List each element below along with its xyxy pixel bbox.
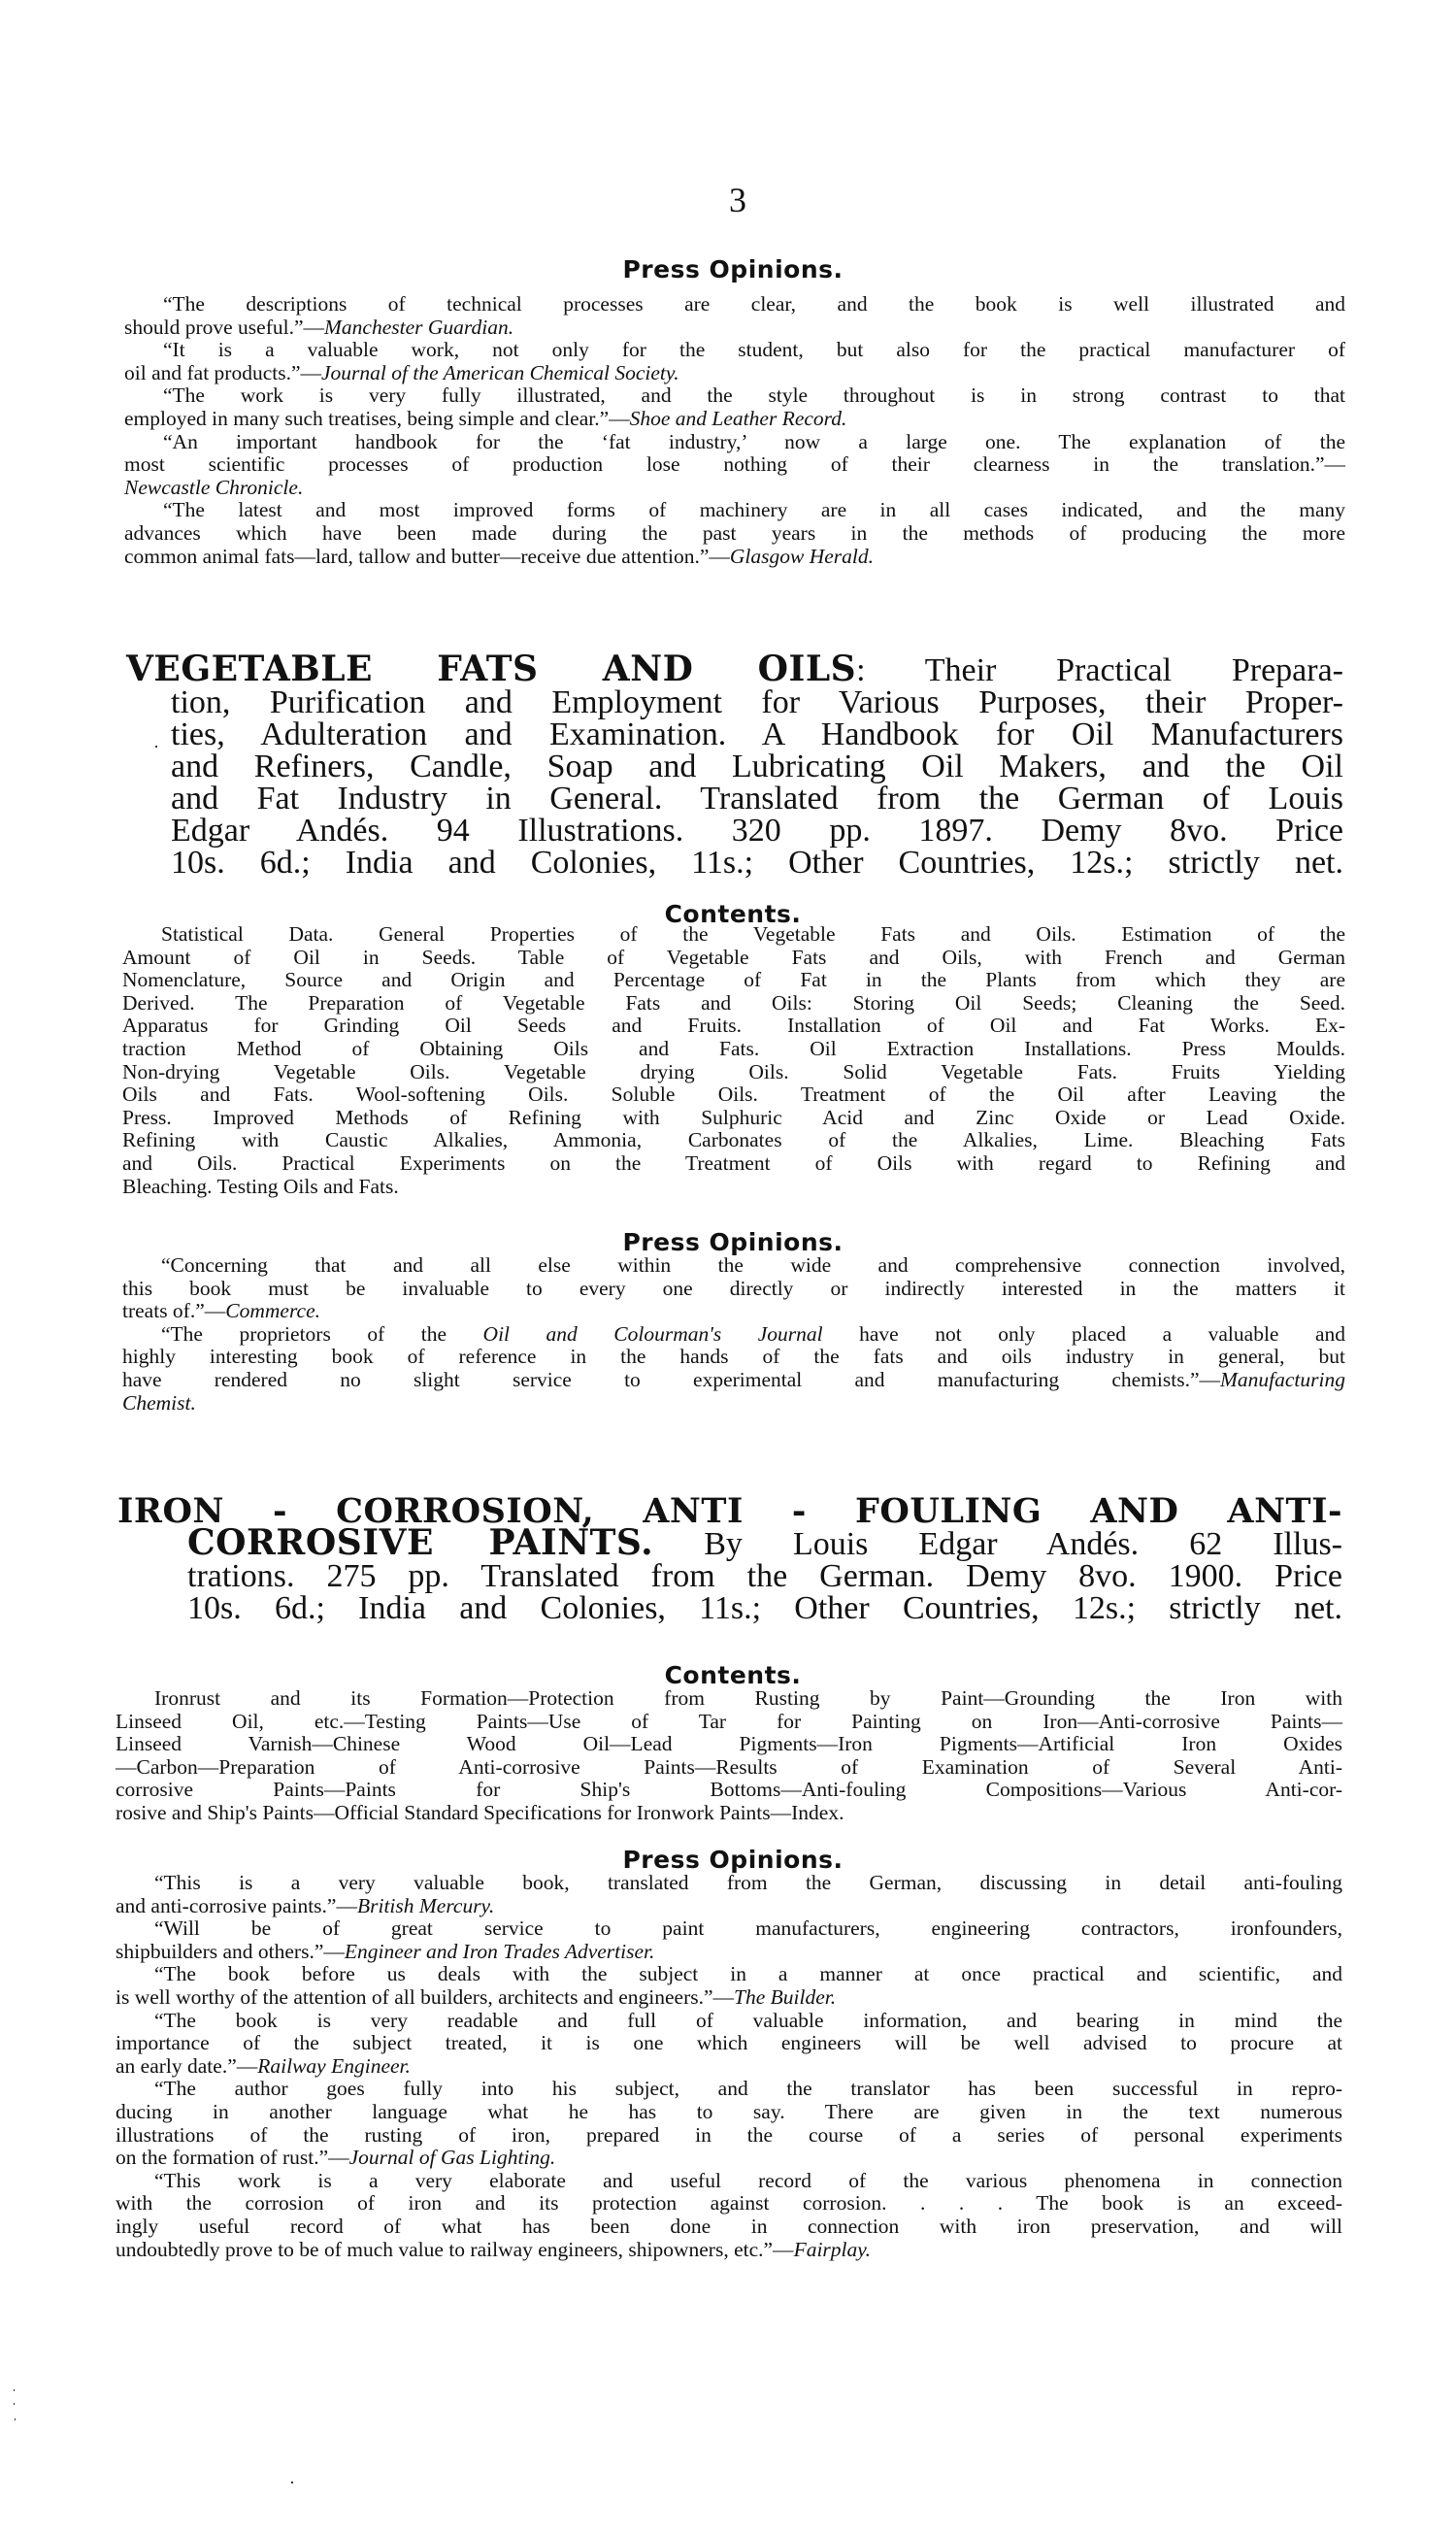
book2-title-line: 10s. 6d.; India and Colonies, 11s.; Other Countries, 12s.; strictly net. — [187, 1590, 1342, 1626]
quote-line: “This work is a very elaborate and useful record of the various phenomena in connection — [154, 2168, 1342, 2192]
contents-line: Linseed Oil, etc.—Testing Paints—Use of Tar for Painting on Iron—Anti-corrosive Paints— — [116, 1709, 1342, 1733]
scan-speck — [291, 2482, 293, 2483]
book1-title-line: tion, Purification and Employment for Various Purposes, their Proper- — [171, 684, 1343, 720]
book2-press-heading: Press Opinions. — [622, 1846, 844, 1874]
quote-line: importance of the subject treated, it is one which engineers will be well advised to procure at — [116, 2031, 1342, 2055]
top-press-opinions-heading: Press Opinions. — [622, 255, 844, 283]
quote-source: Chemist. — [122, 1390, 196, 1415]
contents-line: Derived. The Preparation of Vegetable Fats and Oils: Storing Oil Seeds; Cleaning the Seed. — [122, 990, 1345, 1015]
contents-line: Press. Improved Methods of Refining with Sulphuric Acid and Zinc Oxide or Lead Oxide. — [122, 1105, 1345, 1129]
quote-line: this book must be invaluable to every one directly or indirectly interested in the matters it — [122, 1276, 1345, 1300]
book2-title: CORROSIVE PAINTS. — [187, 1522, 654, 1563]
scan-speck — [15, 2418, 16, 2420]
quote-line: and anti-corrosive paints.”—British Mercury. — [116, 1893, 495, 1917]
book2-contents-body — [116, 1687, 1342, 1825]
quote-source: Manchester Guardian. — [324, 315, 514, 339]
quote-line: undoubtedly prove to be of much value to railway engineers, shipowners, etc.”—Fairplay. — [116, 2237, 871, 2261]
quote-line: most scientific processes of production lose nothing of their clearness in the translation.”— — [124, 452, 1345, 477]
contents-line: Statistical Data. General Properties of the Vegetable Fats and Oils. Estimation of the — [161, 922, 1345, 946]
book1-title-line: ties, Adulteration and Examination. A Handbook for Oil Manufacturers — [171, 716, 1343, 752]
quote-line: with the corrosion of iron and its protection against corrosion. . . . The book is an exceed- — [116, 2191, 1342, 2216]
scan-speck — [14, 2389, 15, 2391]
scan-speck — [14, 2403, 15, 2405]
quote-source: Shoe and Leather Record. — [629, 406, 847, 430]
book2-press-body — [116, 1872, 1342, 2261]
quote-line: “The proprietors of the Oil and Colourman's Journal have not only placed a valuable and — [161, 1321, 1346, 1346]
quote-line — [124, 477, 1345, 500]
quote-line: “Will be of great service to paint manufacturers, engineering contractors, ironfounders, — [154, 1916, 1342, 1941]
quote-line: have rendered no slight service to experimental and manufacturing chemists.”—Manufacturing — [122, 1367, 1345, 1391]
contents-line: rosive and Ship's Paints—Official Standard Specifications for Ironwork Paints—Index. — [116, 1800, 844, 1824]
contents-line: corrosive Paints—Paints for Ship's Bottoms—Anti-fouling Compositions—Various Anti-cor- — [116, 1778, 1342, 1802]
quote-line: “The book before us deals with the subject in a manner at once practical and scientific, and — [154, 1962, 1342, 1986]
contents-line: Apparatus for Grinding Oil Seeds and Fruits. Installation of Oil and Fat Works. Ex- — [122, 1014, 1345, 1038]
quote-line: oil and fat products.”—Journal of the American Chemical Society. — [124, 360, 679, 384]
quote-line: “The descriptions of technical processes are clear, and the book is well illustrated and — [163, 292, 1345, 316]
quote-line: should prove useful.”—Manchester Guardian. — [124, 315, 514, 339]
book1-title-line: and Fat Industry in General. Translated from the German of Louis — [171, 781, 1343, 816]
quote-line: advances which have been made during the past years in the methods of producing the more — [124, 520, 1345, 545]
quote-line: ingly useful record of what has been done in connection with iron preservation, and will — [116, 2214, 1342, 2238]
contents-line: Non-drying Vegetable Oils. Vegetable drying Oils. Solid Vegetable Fats. Fruits Yielding — [122, 1059, 1345, 1083]
contents-line: Amount of Oil in Seeds. Table of Vegetable Fats and Oils, with French and German — [122, 945, 1345, 969]
quote-line: “The author goes fully into his subject, and the translator has been successful in repro- — [154, 2077, 1342, 2101]
contents-line: traction Method of Obtaining Oils and Fats. Oil Extraction Installations. Press Moulds. — [122, 1036, 1345, 1060]
page-number: 3 — [729, 181, 746, 219]
scan-speck — [155, 746, 157, 748]
book1-title: VEGETABLE FATS AND OILS — [126, 649, 857, 689]
quote-line: employed in many such treatises, being simple and clear.”—Shoe and Leather Record. — [124, 406, 847, 430]
quote-line: “It is a valuable work, not only for the student, but also for the practical manufacturer of — [163, 338, 1345, 362]
quote-line: illustrations of the rusting of iron, prepared in the course of a series of personal experiments — [116, 2122, 1342, 2147]
quote-line: on the formation of rust.”—Journal of Gas Lighting. — [116, 2146, 556, 2170]
book2-title-line: trations. 275 pp. Translated from the German. Demy 8vo. 1900. Price — [187, 1558, 1342, 1594]
quote-line: is well worthy of the attention of all builders, architects and engineers.”—The Builder. — [116, 1984, 837, 2009]
quote-line: ducing in another language what he has to say. There are given in the text numerous — [116, 2099, 1342, 2123]
quote-line: an early date.”—Railway Engineer. — [116, 2053, 411, 2078]
quote-source: British Mercury. — [356, 1893, 495, 1917]
quote-source: The Builder. — [734, 1984, 837, 2009]
contents-line: —Carbon—Preparation of Anti-corrosive Paints—Results of Examination of Several Anti- — [116, 1754, 1342, 1779]
book1-title-line: VEGETABLE FATS AND OILS: Their Practical Prepara- — [126, 649, 1343, 689]
quote-line: treats of.”—Commerce. — [122, 1299, 320, 1323]
contents-line: Ironrust and its Formation—Protection from Rusting by Paint—Grounding the Iron with — [154, 1686, 1342, 1710]
contents-line: Refining with Caustic Alkalies, Ammonia, Carbonates of the Alkalies, Lime. Bleaching Fats — [122, 1128, 1345, 1152]
book2-title-block — [117, 1491, 1343, 1626]
contents-line: Bleaching. Testing Oils and Fats. — [122, 1174, 399, 1198]
quote-line: “The book is very readable and full of valuable information, and bearing in mind the — [154, 2008, 1342, 2032]
top-press-opinions-body — [124, 293, 1345, 568]
book2-title-line: CORROSIVE PAINTS. By Louis Edgar Andés. 62 Illus- — [187, 1522, 1343, 1563]
book1-press-body — [122, 1254, 1345, 1415]
quote-line: “The latest and most improved forms of machinery are in all cases indicated, and the many — [163, 498, 1345, 522]
quote-line: “An important handbook for the ‘fat industry,’ now a large one. The explanation of the — [163, 429, 1345, 453]
book2-title-line1: IRON - CORROSION, ANTI - FOULING AND ANTI- — [117, 1491, 1342, 1531]
book1-contents-body — [122, 923, 1345, 1198]
quote-source: Railway Engineer. — [257, 2053, 411, 2078]
quote-source: Newcastle Chronicle. — [124, 475, 304, 499]
quote-line: “Concerning that and all else within the wide and comprehensive connection involved, — [161, 1253, 1345, 1277]
book1-title-line: and Refiners, Candle, Soap and Lubricating Oil Makers, and the Oil — [171, 749, 1343, 784]
quote-line: shipbuilders and others.”—Engineer and Iron Trades Advertiser. — [116, 1939, 655, 1963]
quote-line: “The work is very fully illustrated, and the style throughout is in strong contrast to that — [163, 383, 1345, 408]
quote-line: “This is a very valuable book, translated from the German, discussing in detail anti-fouling — [154, 1871, 1342, 1894]
quote-source: Engineer and Iron Trades Advertiser. — [344, 1939, 655, 1963]
book1-title-block — [126, 649, 1343, 881]
book1-title-line: Edgar Andés. 94 Illustrations. 320 pp. 1897. Demy 8vo. Price — [171, 813, 1343, 849]
quote-source: Fairplay. — [793, 2237, 871, 2261]
book1-title-line: 10s. 6d.; India and Colonies, 11s.; Other Countries, 12s.; strictly net. — [171, 845, 1343, 881]
quote-line: common animal fats—lard, tallow and butter—receive due attention.”—Glasgow Herald. — [124, 544, 875, 568]
quote-source: Manufacturing — [1220, 1367, 1345, 1391]
quote-line — [122, 1392, 1345, 1416]
contents-line: and Oils. Practical Experiments on the Treatment of Oils with regard to Refining and — [122, 1150, 1345, 1175]
book1-contents-heading: Contents. — [664, 900, 802, 928]
book1-press-heading: Press Opinions. — [622, 1228, 844, 1256]
contents-line: Oils and Fats. Wool-softening Oils. Soluble Oils. Treatment of the Oil after Leaving the — [122, 1083, 1345, 1107]
quote-line: highly interesting book of reference in the hands of the fats and oils industry in general, but — [122, 1345, 1345, 1369]
contents-line: Linseed Varnish—Chinese Wood Oil—Lead Pigments—Iron Pigments—Artificial Iron Oxides — [116, 1732, 1342, 1756]
quote-source: Commerce. — [225, 1299, 320, 1323]
quote-source: Journal of Gas Lighting. — [348, 2146, 556, 2170]
book2-contents-heading: Contents. — [664, 1661, 802, 1689]
quote-source: Glasgow Herald. — [729, 544, 875, 568]
contents-line: Nomenclature, Source and Origin and Percentage of Fat in the Plants from which they are — [122, 968, 1345, 992]
quote-source: Journal of the American Chemical Society. — [321, 360, 679, 384]
